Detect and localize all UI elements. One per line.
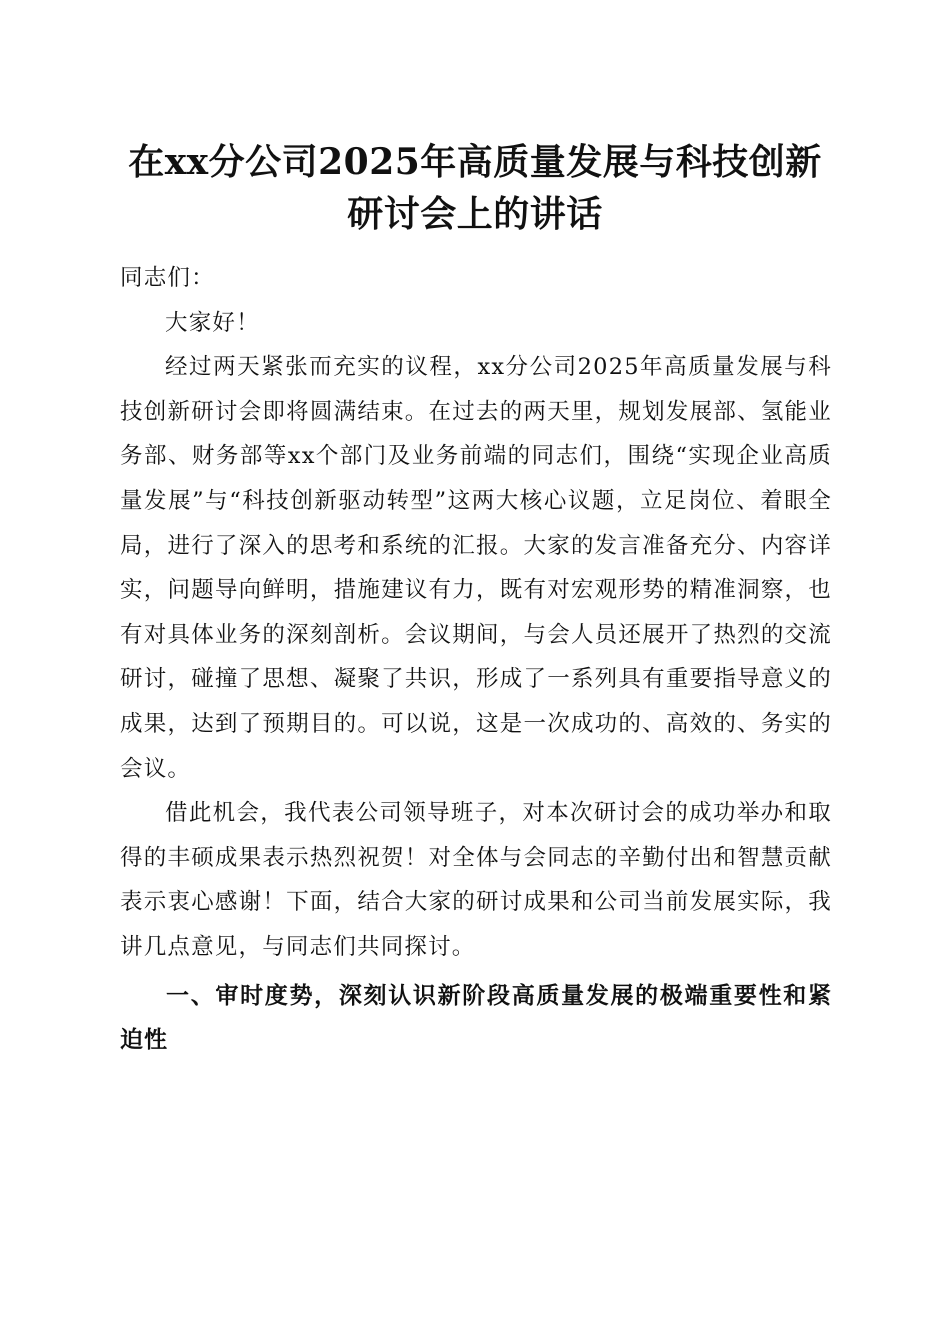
paragraph-meeting-summary: 经过两天紧张而充实的议程，xx分公司2025年高质量发展与科技创新研讨会即将圆满结束。在过去的两天里，规划发展部、氢能业务部、财务部等xx个部门及业务前端的同志们，围绕“实现企业高质量发展”与“科技创新驱动转型”这两大核心议题，立足岗位、着眼全局，进行了深入的思考和系统的汇报。大家的发言准备充分、内容详实，问题导向鲜明，措施建议有力，既有对宏观形势的精准洞察，也有对具体业务的深刻剖析。会议期间，与会人员还展开了热烈的交流研讨，碰撞了思想、凝聚了共识，形成了一系列具有重要指导意义的成果，达到了预期目的。可以说，这是一次成功的、高效的、务实的会议。 [120, 354, 832, 782]
paragraph-thanks: 借此机会，我代表公司领导班子，对本次研讨会的成功举办和取得的丰硕成果表示热烈祝贺！对全体与会同志的辛勤付出和智慧贡献表示衷心感谢！下面，结合大家的研讨成果和公司当前发展实际，我讲几点意见，与同志们共同探讨。 [120, 800, 832, 960]
document-body [120, 256, 832, 1063]
document-title: 在xx分公司2025年高质量发展与科技创新研讨会上的讲话 [128, 141, 822, 235]
greeting: 大家好！ [165, 309, 260, 336]
salutation: 同志们： [120, 265, 215, 291]
section-heading: 一、审时度势，深刻认识新阶段高质量发展的极端重要性和紧迫性 [120, 982, 832, 1054]
